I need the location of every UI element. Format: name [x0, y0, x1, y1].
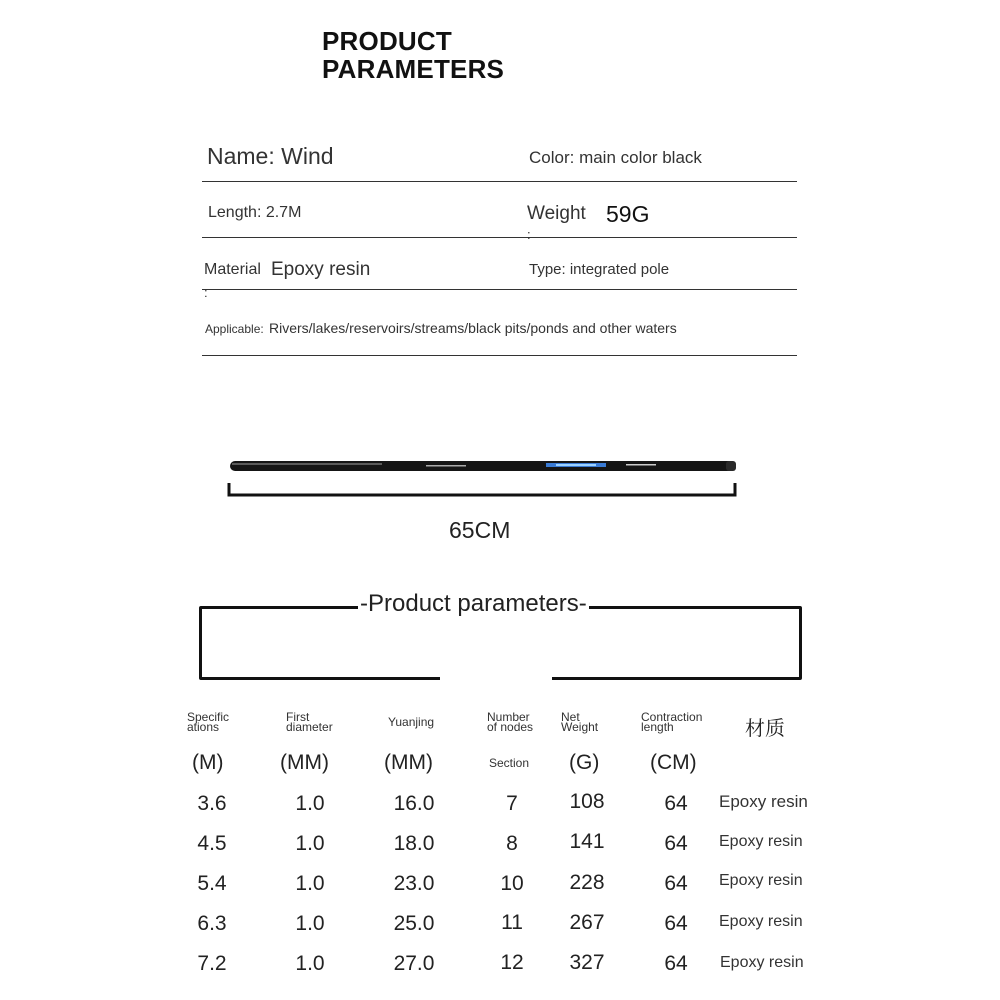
cell-nodes: 10 — [500, 872, 524, 895]
cell-spec: 3.6 — [197, 792, 227, 815]
pole-length-label: 65CM — [449, 517, 511, 543]
cell-first-diameter: 1.0 — [295, 872, 325, 895]
cell-first-diameter: 1.0 — [295, 792, 325, 815]
spec-row-applicable — [202, 290, 797, 356]
cell-material: Epoxy resin — [719, 872, 803, 889]
spec-row-name-color — [202, 130, 797, 182]
cell-nodes: 8 — [506, 832, 518, 855]
page-title-line2: PARAMETERS — [322, 54, 505, 84]
unit-first-diameter: (MM) — [280, 751, 329, 774]
cell-yuanjing: 27.0 — [393, 952, 435, 975]
unit-cm: (CM) — [650, 751, 697, 774]
cell-material: Epoxy resin — [719, 792, 808, 811]
params-title: -Product parameters- — [360, 590, 587, 617]
spec-weight-value: 59G — [606, 201, 650, 227]
params-box-gap — [440, 676, 552, 684]
cell-spec: 5.4 — [197, 872, 227, 895]
header-first-diameter: First diameter — [286, 710, 333, 734]
cell-yuanjing: 23.0 — [393, 872, 435, 895]
spec-length: Length: 2.7M — [208, 204, 302, 221]
spec-material-value: Epoxy resin — [271, 259, 371, 280]
header-specifications: Specific ations — [187, 710, 230, 734]
cell-material: Epoxy resin — [719, 833, 803, 850]
cell-contraction: 64 — [664, 792, 688, 815]
cell-nodes: 11 — [501, 911, 523, 934]
unit-section: Section — [489, 756, 530, 770]
cell-spec: 6.3 — [197, 912, 227, 935]
cell-contraction: 64 — [664, 872, 688, 895]
cell-yuanjing: 16.0 — [393, 792, 435, 815]
fishing-pole-image — [226, 455, 741, 505]
spec-material-colon: : — [204, 285, 208, 300]
header-material: 材质 — [745, 718, 785, 740]
cell-contraction: 64 — [664, 912, 688, 935]
cell-first-diameter: 1.0 — [295, 912, 325, 935]
cell-weight: 141 — [569, 830, 605, 853]
cell-weight: 228 — [569, 871, 605, 894]
cell-weight: 267 — [569, 911, 605, 934]
header-yuanjing: Yuanjing — [388, 715, 435, 729]
spec-material-label: Material — [204, 261, 261, 278]
cell-spec: 4.5 — [197, 832, 227, 855]
unit-m: (M) — [192, 751, 224, 774]
cell-weight: 108 — [569, 790, 605, 813]
unit-g: (G) — [569, 751, 600, 774]
cell-yuanjing: 25.0 — [393, 912, 435, 935]
header-contraction-length: Contraction length — [641, 710, 703, 734]
fishing-pole-icon — [226, 455, 741, 505]
spec-applicable-label: Applicable: — [205, 322, 264, 336]
spec-color: Color: main color black — [529, 148, 702, 167]
cell-first-diameter: 1.0 — [295, 832, 325, 855]
unit-yuanjing: (MM) — [384, 751, 433, 774]
spec-name: Name: Wind — [207, 143, 334, 169]
page-title — [322, 27, 504, 83]
cell-material: Epoxy resin — [720, 954, 804, 971]
spec-weight-colon: : — [527, 227, 531, 242]
spec-type: Type: integrated pole — [529, 261, 670, 278]
cell-material: Epoxy resin — [719, 913, 803, 930]
header-number-of-nodes: Number of nodes — [487, 710, 534, 734]
cell-contraction: 64 — [664, 832, 688, 855]
cell-first-diameter: 1.0 — [295, 952, 325, 975]
cell-nodes: 12 — [500, 951, 524, 974]
cell-yuanjing: 18.0 — [393, 832, 435, 855]
spec-weight-label: Weight — [527, 203, 586, 224]
cell-spec: 7.2 — [197, 952, 227, 975]
cell-weight: 327 — [569, 951, 605, 974]
cell-contraction: 64 — [664, 952, 688, 975]
page-title-line1: PRODUCT — [322, 26, 452, 56]
header-net-weight: Net Weight — [561, 710, 599, 734]
spec-table — [202, 130, 797, 356]
cell-nodes: 7 — [506, 792, 518, 815]
spec-row-length-weight — [202, 182, 797, 242]
spec-applicable-value: Rivers/lakes/reservoirs/streams/black pits/ponds and other waters — [269, 320, 677, 336]
spec-row-material-type — [202, 238, 797, 300]
